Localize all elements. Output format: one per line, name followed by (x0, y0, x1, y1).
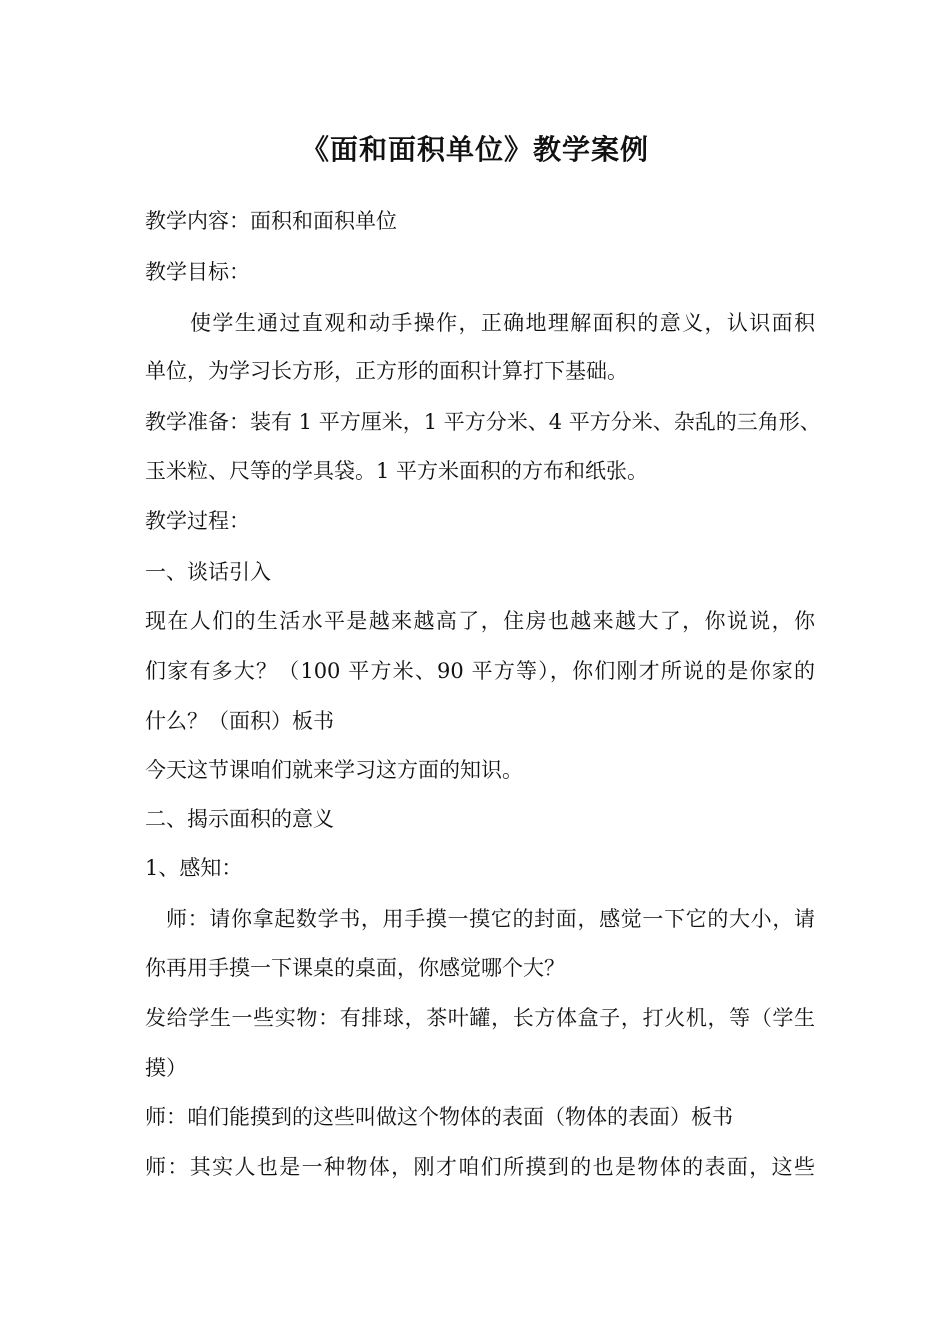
teaching-content-line: 教学内容：面积和面积单位 (145, 209, 397, 233)
teacher-body-line: 师：其实人也是一种物体，刚才咱们所摸到的也是物体的表面，这些 (145, 1155, 815, 1179)
teacher-surface-line: 师：咱们能摸到的这些叫做这个物体的表面（物体的表面）板书 (145, 1105, 733, 1129)
intro-paragraph-line-2: 们家有多大？（100 平方米、90 平方等），你们刚才所说的是你家的 (145, 659, 815, 683)
section-two-heading: 二、揭示面积的意义 (145, 807, 334, 831)
preparation-line-2: 玉米粒、尺等的学具袋。1 平方米面积的方布和纸张。 (145, 459, 649, 483)
intro-closing-line: 今天这节课咱们就来学习这方面的知识。 (145, 758, 523, 782)
goal-paragraph-line-2: 单位，为学习长方形，正方形的面积计算打下基础。 (145, 359, 628, 383)
preparation-line-1: 教学准备：装有 1 平方厘米，1 平方分米、4 平方分米、杂乱的三角形、 (145, 410, 821, 434)
objects-paragraph-line-1: 发给学生一些实物：有排球，茶叶罐，长方体盒子，打火机，等（学生 (145, 1006, 815, 1030)
teaching-goal-heading: 教学目标： (145, 260, 250, 284)
process-heading: 教学过程： (145, 509, 250, 533)
objects-paragraph-line-2: 摸） (145, 1056, 187, 1080)
intro-paragraph-line-1: 现在人们的生活水平是越来越高了，住房也越来越大了，你说说，你 (145, 609, 815, 633)
teacher-paragraph-line-1: 师：请你拿起数学书，用手摸一摸它的封面，感觉一下它的大小，请 (166, 907, 815, 931)
intro-paragraph-line-3: 什么？（面积）板书 (145, 709, 334, 733)
section-one-heading: 一、谈话引入 (145, 560, 271, 584)
perception-subheading: 1、感知： (145, 856, 243, 880)
document-title: 《面和面积单位》教学案例 (300, 133, 649, 166)
goal-paragraph-line-1: 使学生通过直观和动手操作，正确地理解面积的意义，认识面积 (190, 311, 815, 335)
teacher-paragraph-line-2: 你再用手摸一下课桌的桌面，你感觉哪个大？ (145, 956, 565, 980)
